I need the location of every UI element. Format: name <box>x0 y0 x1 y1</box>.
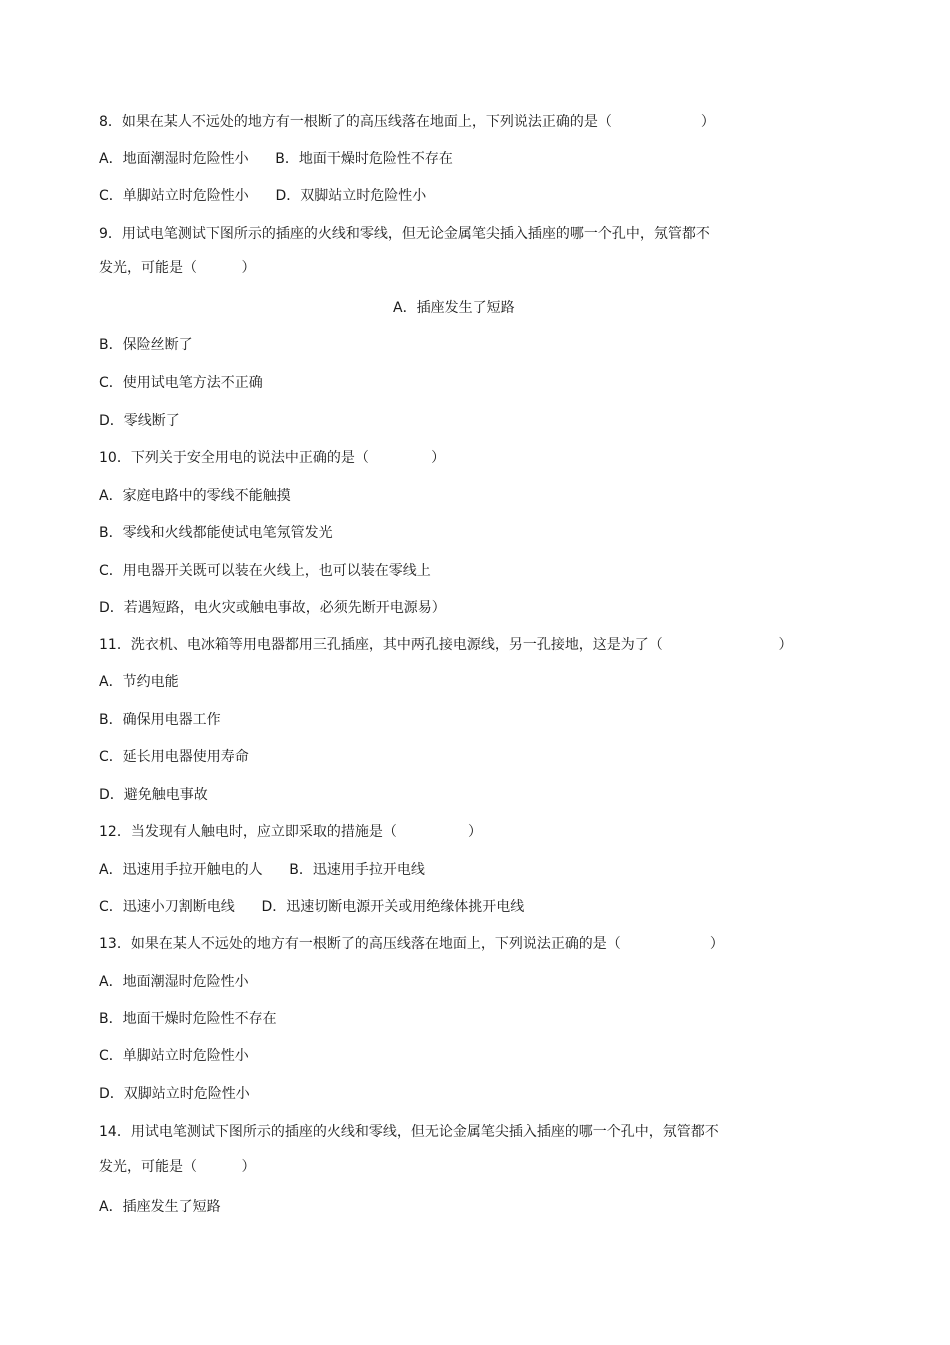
q11-stem: 11．洗衣机、电冰箱等用电器都用三孔插座，其中两孔接电源线，另一孔接地，这是为了（ ） <box>99 637 793 653</box>
q11-option-b: B．确保用电器工作 <box>99 712 221 728</box>
q13-option-a: A．地面潮湿时危险性小 <box>99 974 249 990</box>
q12-options-cd: C．迅速小刀割断电线 D．迅速切断电源开关或用绝缘体挑开电线 <box>99 899 525 915</box>
q8-options-ab: A．地面潮湿时危险性小 B．地面干燥时危险性不存在 <box>99 151 453 167</box>
q9-stem-line1: 9．用试电笔测试下图所示的插座的火线和零线，但无论金属笔尖插入插座的哪一个孔中，氖管都不 <box>99 226 710 242</box>
q9-option-c: C．使用试电笔方法不正确 <box>99 375 263 391</box>
q10-option-c: C．用电器开关既可以装在火线上，也可以装在零线上 <box>99 563 431 579</box>
q10-option-a: A．家庭电路中的零线不能触摸 <box>99 488 291 504</box>
q9-option-d: D．零线断了 <box>99 413 180 429</box>
q14-option-a: A．插座发生了短路 <box>99 1199 221 1215</box>
q8-options-cd: C．单脚站立时危险性小 D．双脚站立时危险性小 <box>99 188 427 204</box>
q13-option-d: D．双脚站立时危险性小 <box>99 1086 250 1102</box>
q13-option-b: B．地面干燥时危险性不存在 <box>99 1011 277 1027</box>
q9-option-a: A．插座发生了短路 <box>393 300 515 316</box>
q11-option-a: A．节约电能 <box>99 674 179 690</box>
q9-option-b: B．保险丝断了 <box>99 337 193 353</box>
q9-stem-line2: 发光，可能是（ ） <box>99 260 256 276</box>
q14-stem-line1: 14．用试电笔测试下图所示的插座的火线和零线，但无论金属笔尖插入插座的哪一个孔中，氖管都不 <box>99 1124 719 1140</box>
q8-stem: 8．如果在某人不远处的地方有一根断了的高压线落在地面上，下列说法正确的是（ ） <box>99 114 715 130</box>
q12-stem: 12．当发现有人触电时，应立即采取的措施是（ ） <box>99 824 483 840</box>
q13-stem: 13．如果在某人不远处的地方有一根断了的高压线落在地面上，下列说法正确的是（ ） <box>99 936 724 952</box>
q11-option-c: C．延长用电器使用寿命 <box>99 749 249 765</box>
q14-stem-line2: 发光，可能是（ ） <box>99 1159 256 1175</box>
q12-options-ab: A．迅速用手拉开触电的人 B．迅速用手拉开电线 <box>99 862 425 878</box>
q11-option-d: D．避免触电事故 <box>99 787 208 803</box>
q13-option-c: C．单脚站立时危险性小 <box>99 1048 249 1064</box>
q10-stem: 10．下列关于安全用电的说法中正确的是（ ） <box>99 450 446 466</box>
q10-option-d: D．若遇短路，电火灾或触电事故，必须先断开电源易） <box>99 600 446 616</box>
q10-option-b: B．零线和火线都能使试电笔氖管发光 <box>99 525 333 541</box>
